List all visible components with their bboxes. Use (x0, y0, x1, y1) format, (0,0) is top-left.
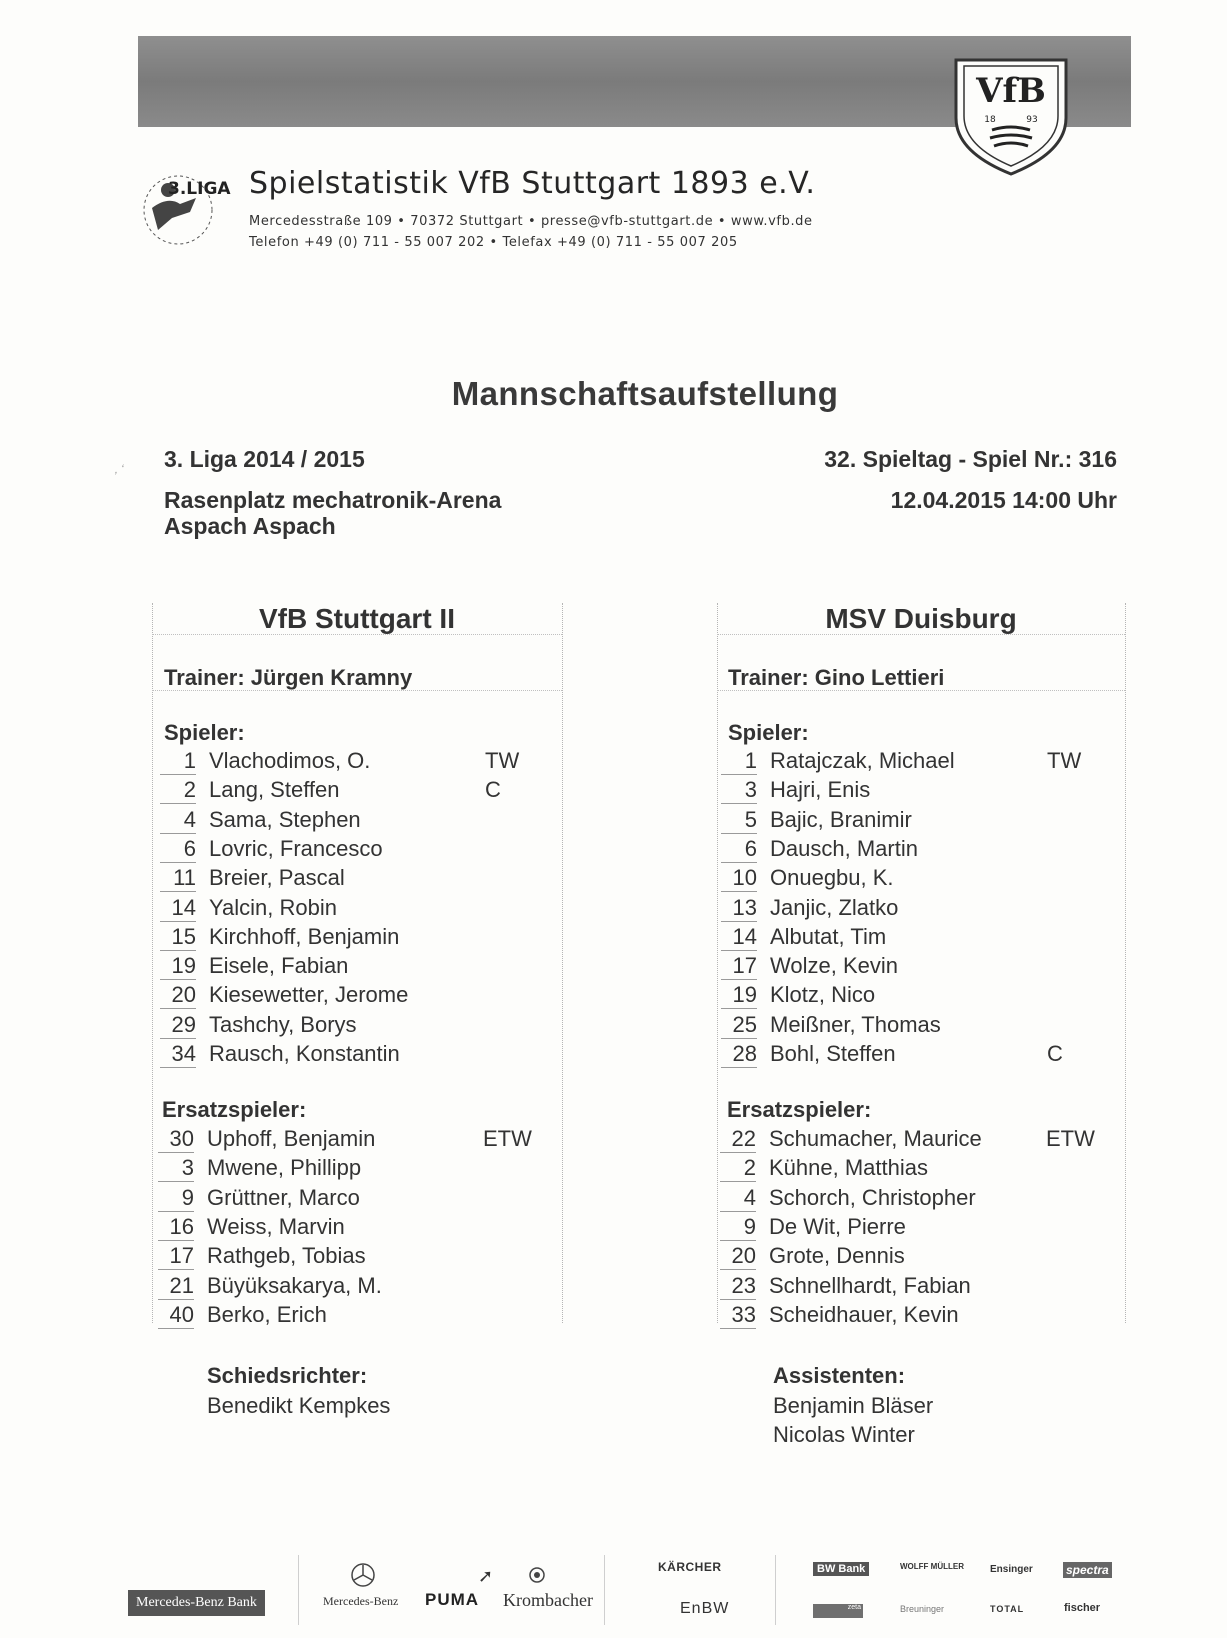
player-row (721, 865, 1111, 894)
player-name: Klotz, Nico (770, 982, 876, 1008)
sponsor-enbw: EnBW (680, 1600, 730, 1617)
scan-marks: ‚ ‘ (115, 462, 124, 476)
player-row (160, 807, 550, 836)
crest-year-left: 18 (984, 115, 996, 125)
player-number: 14 (160, 895, 196, 922)
player-number: 3 (158, 1155, 194, 1182)
liga-logo (138, 168, 256, 252)
player-number: 6 (160, 836, 196, 863)
player-name: Büyüksakarya, M. (207, 1272, 382, 1298)
away-left-border (717, 603, 718, 1323)
player-name: Scheidhauer, Kevin (769, 1301, 959, 1327)
sponsor-bw-bank: BW Bank (813, 1562, 869, 1576)
player-number: 6 (721, 836, 757, 863)
player-row (160, 953, 550, 982)
player-name: Kiesewetter, Jerome (209, 982, 409, 1008)
player-name: Mwene, Phillipp (207, 1155, 362, 1181)
player-number: 19 (160, 953, 196, 980)
player-name: Breier, Pascal (209, 865, 345, 891)
vfb-crest-logo (952, 56, 1070, 178)
player-number: 4 (720, 1185, 756, 1212)
player-name: Janjic, Zlatko (770, 894, 899, 920)
player-row (721, 982, 1111, 1011)
player-row (721, 1041, 1111, 1070)
player-name: Onuegbu, K. (770, 865, 894, 891)
player-number: 11 (160, 865, 196, 892)
away-right-border (1125, 603, 1126, 1323)
player-name: Lang, Steffen (209, 777, 340, 803)
sponsor-krombacher: Krombacher (503, 1590, 593, 1610)
player-name: Ratajczak, Michael (770, 748, 955, 773)
address-line: Mercedesstraße 109 • 70372 Stuttgart • presse@vfb-stuttgart.de • www.vfb.de (249, 214, 813, 229)
player-name: Kirchhoff, Benjamin (209, 923, 400, 949)
player-role: C (485, 777, 501, 803)
phone-line: Telefon +49 (0) 711 - 55 007 202 • Telefax +49 (0) 711 - 55 007 205 (249, 235, 738, 250)
home-team-name: VfB Stuttgart II (259, 603, 455, 634)
sponsor-puma: PUMA (425, 1590, 480, 1609)
player-row (721, 1012, 1111, 1041)
player-number: 14 (721, 924, 757, 951)
player-row (158, 1214, 548, 1243)
sponsor-mercedes-benz: Mercedes-Benz (323, 1594, 399, 1608)
player-name: Yalcin, Robin (209, 894, 337, 920)
player-name: Grüttner, Marco (207, 1184, 360, 1210)
player-name: Weiss, Marvin (207, 1213, 345, 1239)
assistant-2: Nicolas Winter (773, 1422, 915, 1447)
home-trainer: Trainer: Jürgen Kramny (164, 665, 413, 690)
player-row (720, 1273, 1110, 1302)
player-name: Albutat, Tim (770, 923, 887, 949)
player-row (721, 836, 1111, 865)
player-number: 28 (721, 1041, 757, 1068)
venue-line1: Rasenplatz mechatronik-Arena (164, 487, 502, 513)
referee-name: Benedikt Kempkes (207, 1393, 391, 1418)
player-name: Bohl, Steffen (770, 1041, 896, 1066)
player-number: 3 (721, 777, 757, 804)
assistant-1: Benjamin Bläser (773, 1393, 934, 1418)
player-name: Vlachodimos, O. (209, 748, 371, 773)
venue-line2: Aspach Aspach (164, 513, 336, 539)
assistants-heading: Assistenten: (773, 1363, 906, 1388)
player-number: 20 (160, 982, 196, 1009)
sponsor-spectra: spectra (1063, 1562, 1112, 1578)
player-name: Wolze, Kevin (770, 953, 898, 979)
player-number: 20 (720, 1243, 756, 1270)
player-row (720, 1243, 1110, 1272)
player-role: TW (485, 748, 520, 773)
crest-year-right: 93 (1026, 115, 1038, 125)
player-number: 2 (720, 1155, 756, 1182)
home-left-border (152, 603, 153, 1323)
player-role: ETW (1046, 1126, 1095, 1151)
player-number: 15 (160, 924, 196, 951)
player-number: 16 (158, 1214, 194, 1241)
player-name: Schorch, Christopher (769, 1184, 976, 1210)
player-row (720, 1126, 1110, 1155)
sponsor-mercedes-bank: Mercedes-Benz Bank (128, 1590, 265, 1616)
sponsor-breuninger: Breuninger (900, 1604, 945, 1614)
player-number: 2 (160, 777, 196, 804)
player-row (158, 1302, 548, 1331)
player-name: Berko, Erich (207, 1301, 327, 1327)
player-row (720, 1214, 1110, 1243)
player-number: 29 (160, 1012, 196, 1039)
player-row (160, 1041, 550, 1070)
player-number: 10 (721, 865, 757, 892)
sponsor-fischer: fischer (1064, 1602, 1101, 1614)
player-number: 33 (720, 1302, 756, 1329)
player-number: 23 (720, 1273, 756, 1300)
puma-cat-icon: ➚ (478, 1566, 494, 1586)
player-name: Rausch, Konstantin (209, 1041, 400, 1066)
player-row (158, 1243, 548, 1272)
player-row (721, 895, 1111, 924)
player-row (720, 1302, 1110, 1331)
player-row (721, 748, 1111, 777)
sponsor-wolff-mueller: WOLFF MÜLLER (900, 1562, 964, 1571)
org-title: Spielstatistik VfB Stuttgart 1893 e.V. (249, 166, 816, 201)
player-name: Eisele, Fabian (209, 953, 349, 979)
player-name: Rathgeb, Tobias (207, 1243, 366, 1269)
document-title: Mannschaftsaufstellung (451, 375, 839, 412)
crest-letters: VfB (976, 71, 1046, 111)
home-right-border (562, 603, 563, 1323)
player-number: 22 (720, 1126, 756, 1153)
player-row (158, 1185, 548, 1214)
player-number: 13 (721, 895, 757, 922)
player-row (160, 895, 550, 924)
player-row (720, 1155, 1110, 1184)
player-name: Uphoff, Benjamin (207, 1126, 376, 1151)
krombacher-emblem-icon (528, 1566, 546, 1584)
player-row (720, 1185, 1110, 1214)
player-number: 30 (158, 1126, 194, 1153)
player-row (160, 748, 550, 777)
player-role: TW (1047, 748, 1082, 773)
player-name: Lovric, Francesco (209, 835, 383, 861)
player-number: 1 (160, 748, 196, 775)
player-row (721, 777, 1111, 806)
away-players-heading: Spieler: (728, 720, 809, 745)
sponsor-kaercher: KÄRCHER (658, 1560, 722, 1574)
liga-logo-text: 3.LIGA (168, 179, 231, 199)
player-row (158, 1155, 548, 1184)
player-row (160, 836, 550, 865)
player-name: De Wit, Pierre (769, 1213, 906, 1239)
matchday: 32. Spieltag - Spiel Nr.: 316 (824, 446, 1117, 472)
player-number: 9 (158, 1185, 194, 1212)
player-name: Bajic, Branimir (770, 806, 912, 832)
match-datetime: 12.04.2015 14:00 Uhr (890, 487, 1117, 513)
player-row (721, 924, 1111, 953)
player-name: Schnellhardt, Fabian (769, 1272, 971, 1298)
player-row (721, 807, 1111, 836)
player-name: Tashchy, Borys (209, 1011, 357, 1037)
player-name: Grote, Dennis (769, 1243, 905, 1269)
player-number: 4 (160, 807, 196, 834)
player-row (160, 865, 550, 894)
sponsor-divider-1 (298, 1555, 299, 1625)
player-number: 1 (721, 748, 757, 775)
away-trainer: Trainer: Gino Lettieri (728, 665, 945, 690)
player-number: 40 (158, 1302, 194, 1329)
player-role: ETW (483, 1126, 532, 1151)
player-name: Meißner, Thomas (770, 1011, 941, 1037)
player-number: 9 (720, 1214, 756, 1241)
player-row (160, 982, 550, 1011)
player-name: Sama, Stephen (209, 806, 361, 832)
player-row (158, 1273, 548, 1302)
player-row (160, 924, 550, 953)
sponsor-ensinger: Ensinger (990, 1564, 1033, 1575)
sponsor-zeta: zeta (813, 1604, 863, 1618)
player-name: Schumacher, Maurice (769, 1126, 982, 1151)
player-name: Kühne, Matthias (769, 1155, 928, 1181)
player-number: 25 (721, 1012, 757, 1039)
player-name: Dausch, Martin (770, 835, 918, 861)
player-number: 19 (721, 982, 757, 1009)
sponsor-divider-2 (604, 1555, 605, 1625)
away-subs-heading: Ersatzspieler: (727, 1097, 872, 1122)
player-number: 5 (721, 807, 757, 834)
sponsor-divider-3 (775, 1555, 776, 1625)
home-players-heading: Spieler: (164, 720, 245, 745)
season: 3. Liga 2014 / 2015 (164, 446, 365, 472)
mercedes-star-icon (350, 1562, 376, 1588)
player-role: C (1047, 1041, 1063, 1066)
sponsor-total: TOTAL (990, 1604, 1025, 1614)
player-number: 21 (158, 1273, 194, 1300)
player-row (160, 777, 550, 806)
player-number: 17 (158, 1243, 194, 1270)
player-row (158, 1126, 548, 1155)
player-row (160, 1012, 550, 1041)
player-name: Hajri, Enis (770, 777, 871, 803)
player-row (721, 953, 1111, 982)
player-number: 34 (160, 1041, 196, 1068)
away-team-name: MSV Duisburg (825, 603, 1017, 634)
referee-heading: Schiedsrichter: (207, 1363, 368, 1388)
home-subs-heading: Ersatzspieler: (162, 1097, 307, 1122)
player-number: 17 (721, 953, 757, 980)
